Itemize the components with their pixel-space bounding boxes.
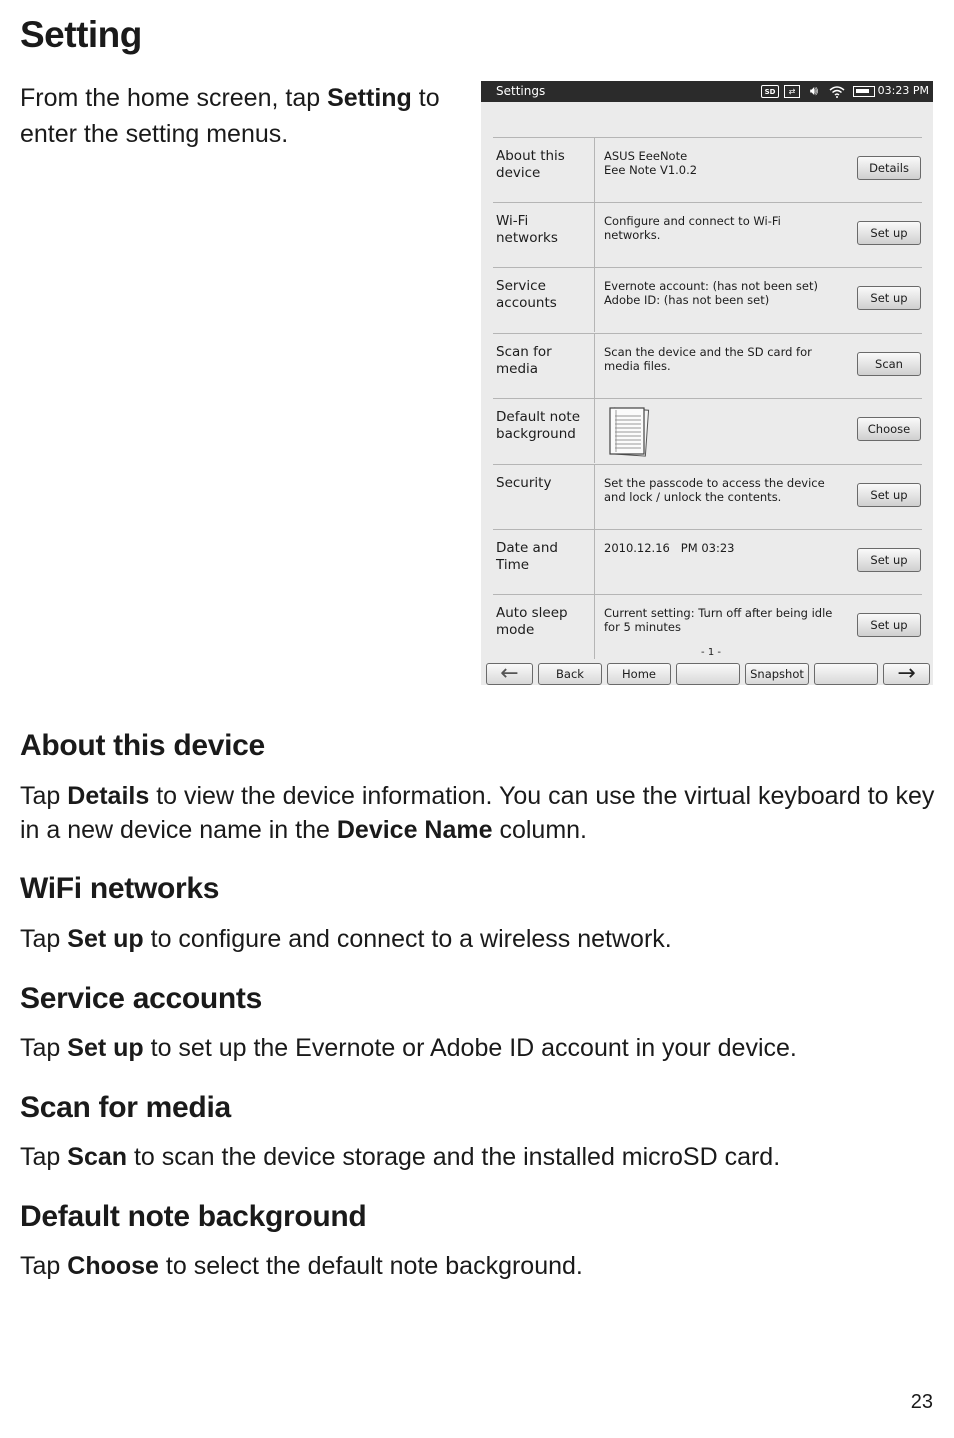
row-divider [594, 334, 595, 398]
snapshot-button[interactable]: Snapshot [745, 663, 809, 685]
row-divider [594, 138, 595, 202]
setting-row-wifi [493, 202, 922, 268]
battery-icon [853, 86, 875, 97]
intro-text: From the home screen, tap Setting to enter the setting menus. [20, 84, 440, 148]
back-button[interactable]: Back [538, 663, 602, 685]
wifi-setup-button[interactable]: Set up [857, 221, 921, 245]
setting-row-description: Current setting: Turn off after being idle for 5 minutes [604, 606, 833, 634]
setting-row-description: Set the passcode to access the device and lock / unlock the contents. [604, 476, 825, 504]
page-indicator: - 1 - [701, 647, 721, 658]
next-page-button[interactable] [883, 663, 930, 685]
row-divider [594, 530, 595, 594]
setting-row-security [493, 464, 922, 530]
section-heading-service-accounts: Service accounts [20, 982, 262, 1015]
home-button[interactable]: Home [607, 663, 671, 685]
setting-row-label: Service accounts [496, 278, 557, 311]
section-heading-about: About this device [20, 729, 265, 762]
service-accounts-setup-button[interactable]: Set up [857, 286, 921, 310]
section-body-service-accounts: Tap Set up to set up the Evernote or Adobe ID account in your device. [20, 1034, 797, 1062]
bottom-nav-bar [481, 661, 933, 685]
choose-button[interactable]: Choose [857, 417, 921, 441]
section-body-scan-media: Tap Scan to scan the device storage and the installed microSD card. [20, 1143, 781, 1171]
page-title: Setting [20, 14, 142, 55]
arrow-left-icon: ← [500, 661, 519, 685]
setting-row-service-accounts [493, 267, 922, 333]
setting-row-description: ASUS EeeNote Eee Note V1.0.2 [604, 149, 698, 177]
blank-button[interactable] [814, 663, 878, 685]
notebook-background-icon [607, 405, 651, 459]
date-time-setup-button[interactable]: Set up [857, 548, 921, 572]
status-bar-title: Settings [496, 84, 546, 98]
status-bar [481, 81, 933, 102]
row-divider [594, 203, 595, 267]
setting-row-scan-media [493, 333, 922, 399]
row-divider [594, 465, 595, 529]
setting-row-label: Scan for media [496, 344, 552, 377]
blank-button[interactable] [676, 663, 740, 685]
arrow-right-icon: → [897, 661, 916, 685]
setting-row-label: About this device [496, 148, 565, 181]
setting-row-description: 2010.12.16 PM 03:23 [604, 541, 735, 555]
row-divider [594, 399, 595, 463]
setting-row-description: Evernote account: (has not been set) Adobe ID: (has not been set) [604, 279, 818, 307]
page-number: 23 [910, 1391, 933, 1413]
section-heading-wifi: WiFi networks [20, 872, 220, 905]
previous-page-button[interactable] [486, 663, 533, 685]
usb-icon: ⇄ [784, 85, 800, 98]
sd-card-icon: SD [761, 85, 779, 98]
setting-row-description: Scan the device and the SD card for media files. [604, 345, 812, 373]
setting-row-label: Wi-Fi networks [496, 213, 558, 246]
details-button[interactable]: Details [857, 156, 921, 180]
row-divider [594, 595, 595, 659]
section-heading-note-background: Default note background [20, 1200, 367, 1233]
wifi-icon [828, 85, 846, 98]
scan-button[interactable]: Scan [857, 352, 921, 376]
section-heading-scan-media: Scan for media [20, 1091, 231, 1124]
volume-icon: 🔊︎ [809, 84, 819, 99]
section-body-about: Tap Details to view the device information. You can use the virtual keyboard to key in a new device name in the Device Name column. [20, 782, 935, 844]
setting-row-label: Default note background [496, 409, 581, 442]
section-body-note-background: Tap Choose to select the default note background. [20, 1252, 583, 1280]
setting-row-label: Security [496, 475, 552, 491]
setting-row-note-background [493, 398, 922, 464]
setting-row-description: Configure and connect to Wi-Fi networks. [604, 214, 781, 242]
section-body-wifi: Tap Set up to configure and connect to a wireless network. [20, 925, 672, 953]
device-screenshot [481, 81, 933, 685]
status-icons [761, 83, 875, 100]
setting-row-label: Auto sleep mode [496, 605, 568, 638]
status-time: 03:23 PM [877, 84, 929, 97]
auto-sleep-setup-button[interactable]: Set up [857, 613, 921, 637]
setting-row-about [493, 137, 922, 203]
setting-row-date-time [493, 529, 922, 595]
setting-row-label: Date and Time [496, 540, 558, 573]
security-setup-button[interactable]: Set up [857, 483, 921, 507]
row-divider [594, 268, 595, 332]
